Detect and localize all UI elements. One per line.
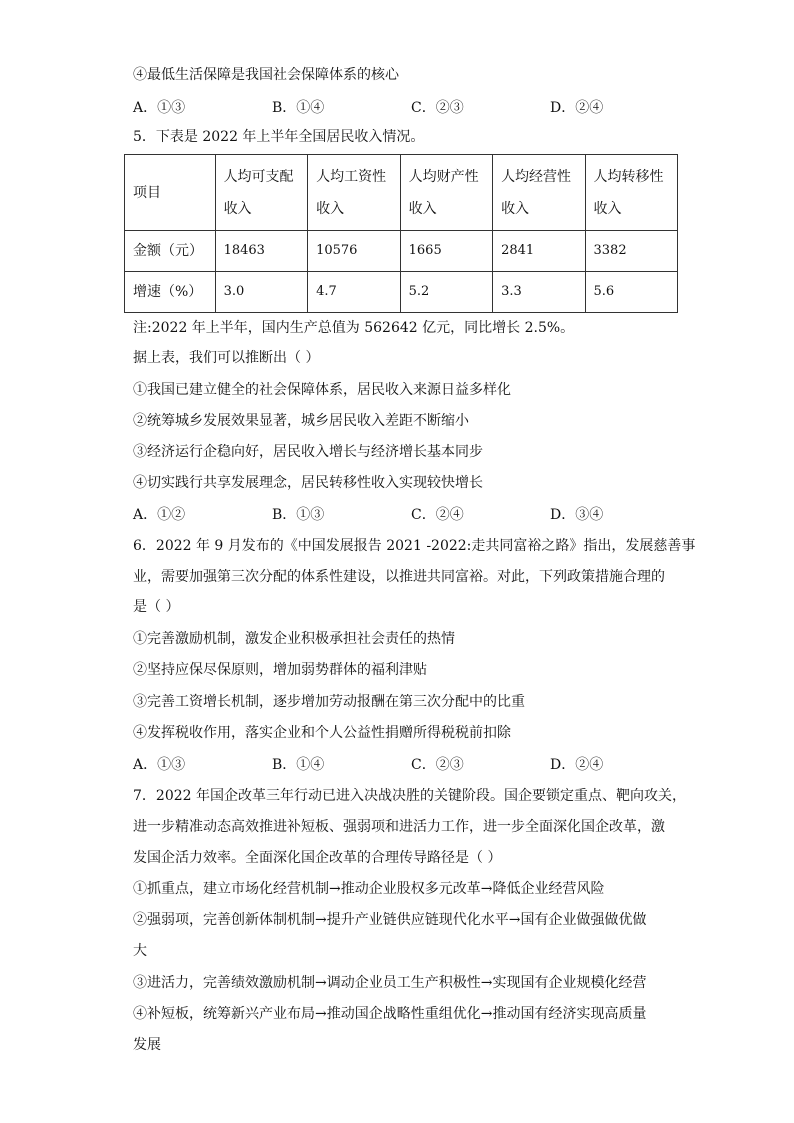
- q5-option-b[interactable]: B．①③: [272, 507, 325, 523]
- header-label: 人均财产性: [408, 168, 479, 185]
- header-label: 人均转移性: [593, 168, 664, 185]
- q7-stem-line-2: 进一步精准动态高效推进补短板、强弱项和进活力工作，进一步全面深化国企改革，激: [133, 819, 665, 835]
- header-label: 人均可支配: [223, 168, 294, 185]
- q6-item-1: ①完善激励机制，激发企业积极承担社会责任的热情: [133, 631, 455, 647]
- q5-stem: 5．下表是 2022 年上半年全国居民收入情况。: [133, 129, 425, 145]
- q6-option-d[interactable]: D．②④: [550, 757, 604, 773]
- q7-stem-line-3: 发国企活力效率。全面深化国企改革的合理传导路径是（ ）: [133, 850, 502, 866]
- header-label: 收入: [593, 200, 622, 217]
- table-cell: 3.3: [493, 272, 585, 313]
- header-cell: [308, 155, 401, 231]
- header-label: 人均工资性: [316, 168, 387, 185]
- table-cell: 18463: [215, 231, 308, 272]
- header-cell: [493, 155, 585, 231]
- header-label: 收入: [316, 200, 345, 217]
- q4-options: [133, 98, 693, 118]
- table-header-row: [125, 155, 678, 231]
- q6-options: [133, 755, 693, 775]
- q5-options: [133, 505, 693, 525]
- q7-item-3: ③进活力，完善绩效激励机制→调动企业员工生产积极性→实现国有企业规模化经营: [133, 975, 647, 991]
- table-cell: 增速（%）: [125, 272, 216, 313]
- table-cell: 10576: [308, 231, 401, 272]
- q5-option-c[interactable]: C．②④: [411, 507, 464, 523]
- income-table: [124, 154, 678, 313]
- q6-item-4: ④发挥税收作用，落实企业和个人公益性捐赠所得税税前扣除: [133, 725, 511, 741]
- header-cell: [400, 155, 492, 231]
- q7-item-2-cont: 大: [133, 943, 147, 959]
- header-cell: [215, 155, 308, 231]
- q5-prompt: 据上表，我们可以推断出（ ）: [133, 350, 320, 366]
- q6-stem-line-2: 业，需要加强第三次分配的体系性建设，以推进共同富裕。对此，下列政策措施合理的: [133, 569, 665, 585]
- q6-stem-line-1: 6．2022 年 9 月发布的《中国发展报告 2021 -2022:走共同富裕之路》指出，发展慈善事: [133, 538, 696, 554]
- q4-item-4: ④最低生活保障是我国社会保障体系的核心: [133, 67, 399, 83]
- q6-option-a[interactable]: A．①③: [133, 757, 186, 773]
- q7-item-4: ④补短板，统筹新兴产业布局→推动国企战略性重组优化→推动国有经济实现高质量: [133, 1006, 647, 1022]
- q4-option-d[interactable]: D．②④: [550, 100, 604, 116]
- q4-option-a[interactable]: A．①③: [133, 100, 186, 116]
- table-cell: 2841: [493, 231, 585, 272]
- q6-option-c[interactable]: C．②③: [411, 757, 464, 773]
- table-row: [125, 231, 678, 272]
- q6-stem-line-3: 是（ ）: [133, 599, 180, 615]
- header-label: 收入: [408, 200, 437, 217]
- q5-option-a[interactable]: A．①②: [133, 507, 186, 523]
- q4-option-b[interactable]: B．①④: [272, 100, 325, 116]
- table-cell: 5.6: [585, 272, 678, 313]
- table-cell: 3382: [585, 231, 678, 272]
- q5-item-2: ②统筹城乡发展效果显著，城乡居民收入差距不断缩小: [133, 413, 469, 429]
- header-label: 收入: [223, 200, 252, 217]
- q7-item-4-cont: 发展: [133, 1037, 161, 1053]
- header-cell: [585, 155, 678, 231]
- q7-stem-line-1: 7．2022 年国企改革三年行动已进入决战决胜的关键阶段。国企要锁定重点、靶向攻关，: [133, 788, 686, 804]
- q5-item-4: ④切实践行共享发展理念，居民转移性收入实现较快增长: [133, 475, 483, 491]
- header-label: 人均经营性: [501, 168, 572, 185]
- header-label: 收入: [501, 200, 530, 217]
- header-cell: [125, 155, 216, 231]
- q4-option-c[interactable]: C．②③: [411, 100, 464, 116]
- q6-item-2: ②坚持应保尽保原则，增加弱势群体的福利津贴: [133, 662, 427, 678]
- q5-item-1: ①我国已建立健全的社会保障体系，居民收入来源日益多样化: [133, 382, 511, 398]
- q7-item-2: ②强弱项，完善创新体制机制→提升产业链供应链现代化水平→国有企业做强做优做: [133, 912, 647, 928]
- table-cell: 3.0: [215, 272, 308, 313]
- table-cell: 金额（元）: [125, 231, 216, 272]
- table-cell: 5.2: [400, 272, 492, 313]
- table-row: [125, 272, 678, 313]
- q5-note: 注:2022 年上半年，国内生产总值为 562642 亿元，同比增长 2.5%。: [133, 320, 575, 336]
- q5-item-3: ③经济运行企稳向好，居民收入增长与经济增长基本同步: [133, 444, 483, 460]
- q6-item-3: ③完善工资增长机制，逐步增加劳动报酬在第三次分配中的比重: [133, 694, 525, 710]
- q7-item-1: ①抓重点，建立市场化经营机制→推动企业股权多元改革→降低企业经营风险: [133, 881, 605, 897]
- header-label: 项目: [133, 184, 161, 201]
- q5-option-d[interactable]: D．③④: [550, 507, 604, 523]
- q6-option-b[interactable]: B．①④: [272, 757, 325, 773]
- table-cell: 1665: [400, 231, 492, 272]
- table-cell: 4.7: [308, 272, 401, 313]
